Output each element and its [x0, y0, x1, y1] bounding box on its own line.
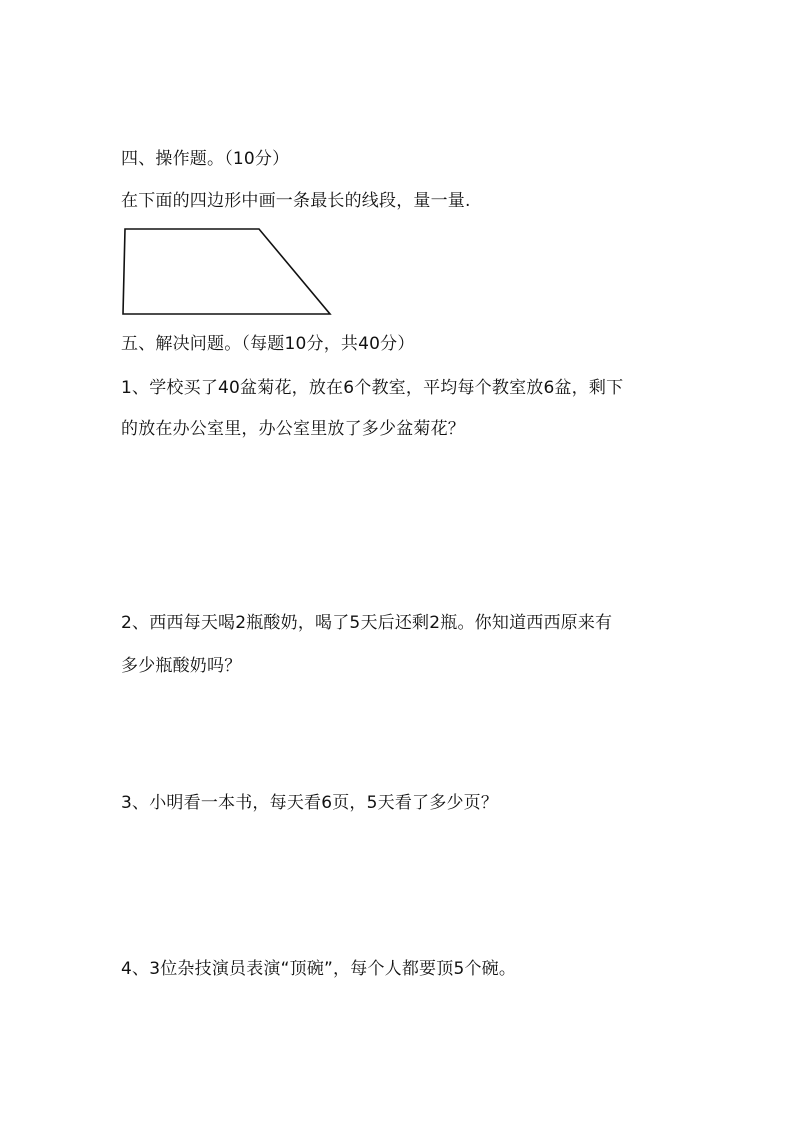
question-2-line-1: 2、西西每天喝2瓶酸奶，喝了5天后还剩2瓶。你知道西西原来有 — [121, 613, 613, 633]
question-3-line-1: 3、小明看一本书，每天看6页，5天看了多少页？ — [121, 793, 499, 813]
question-4-line-1: 4、3位杂技演员表演“顶碗”，每个人都要顶5个碗。 — [121, 959, 517, 979]
section-5-heading: 五、解决问题。（每题10分，共40分） — [121, 334, 415, 354]
question-1-line-2: 的放在办公室里，办公室里放了多少盆菊花？ — [121, 419, 465, 439]
section-4-heading: 四、操作题。（10分） — [121, 149, 290, 169]
question-2-line-2: 多少瓶酸奶吗？ — [121, 656, 242, 676]
quadrilateral-shape — [123, 229, 330, 314]
question-1-line-1: 1、学校买了40盆菊花，放在6个教室，平均每个教室放6盆，剩下 — [121, 378, 624, 398]
section-4-instruction: 在下面的四边形中画一条最长的线段，量一量. — [121, 191, 471, 211]
